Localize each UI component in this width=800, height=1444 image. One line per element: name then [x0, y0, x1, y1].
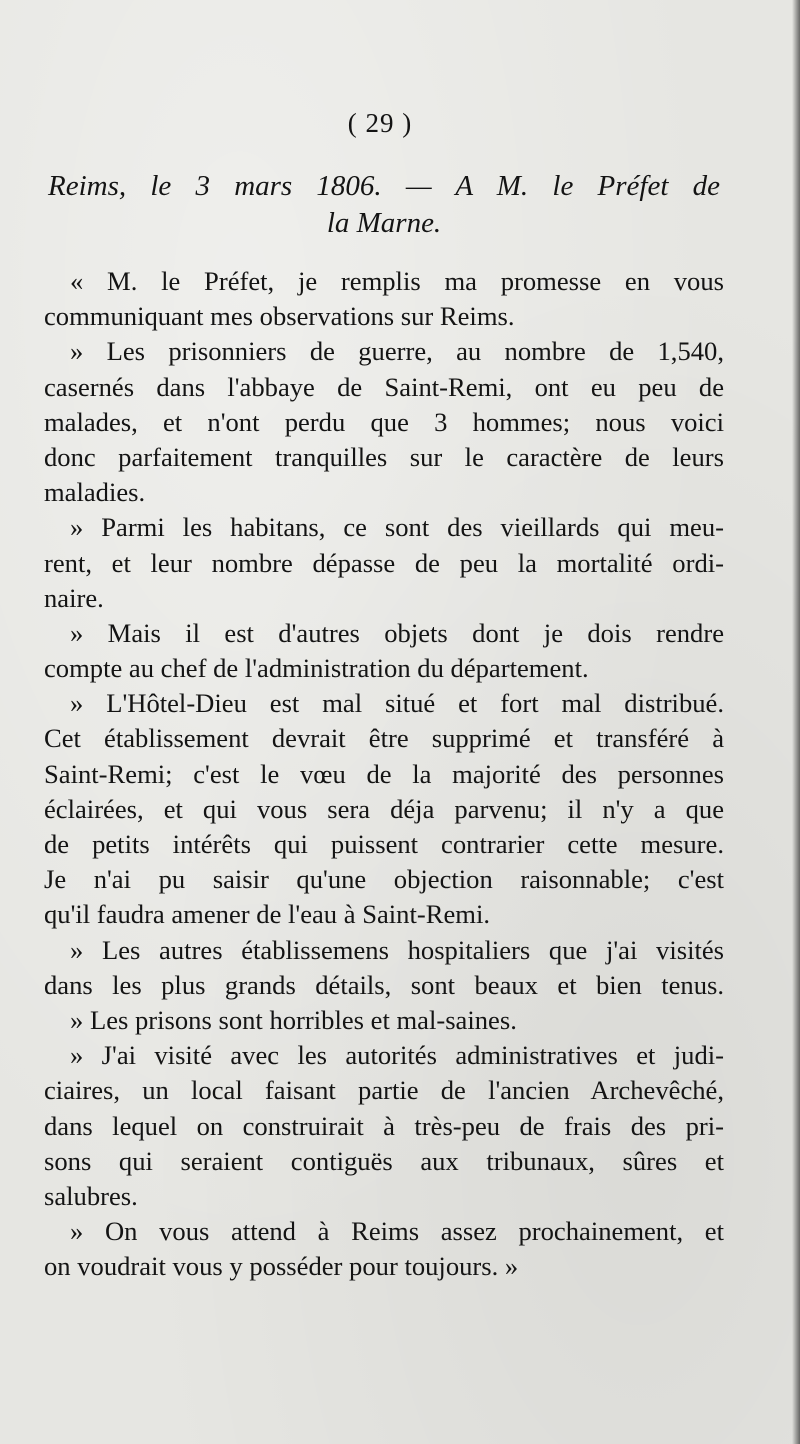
text-line: Saint-Remi; c'est le vœu de la majorité des personnes: [44, 758, 724, 789]
text-line: compte au chef de l'administration du département.: [44, 653, 589, 684]
text-line: Je n'ai pu saisir qu'une objection raisonnable; c'est: [44, 864, 724, 895]
text-line: donc parfaitement tranquilles sur le caractère de leurs: [44, 441, 724, 472]
text-line: » Mais il est d'autres objets dont je dois rendre: [70, 617, 724, 648]
text-line: » Les autres établissemens hospitaliers que j'ai visités: [70, 934, 724, 965]
text-line: » Les prisonniers de guerre, au nombre de 1,540,: [70, 336, 724, 367]
text-line: éclairées, et qui vous sera déja parvenu; il n'y a que: [44, 793, 724, 824]
text-line: ciaires, un local faisant partie de l'ancien Archevêché,: [44, 1075, 724, 1106]
heading-line-1: Reims, le 3 mars 1806. — A M. le Préfet de: [48, 170, 720, 202]
heading-line-2: la Marne.: [326, 207, 442, 239]
text-line: sons qui seraient contiguës aux tribunaux, sûres et: [44, 1145, 724, 1176]
text-line: dans lequel on construirait à très-peu de frais des pri-: [44, 1110, 724, 1141]
letter-heading: [48, 168, 720, 242]
text-line: naire.: [44, 582, 104, 613]
text-line: » J'ai visité avec les autorités administratives et judi-: [70, 1040, 724, 1071]
text-line: salubres.: [44, 1180, 138, 1211]
text-line: on voudrait vous y posséder pour toujours. »: [44, 1251, 519, 1282]
text-line: » On vous attend à Reims assez prochainement, et: [70, 1216, 724, 1247]
text-line: qu'il faudra amener de l'eau à Saint-Remi.: [44, 899, 490, 930]
text-line: » Parmi les habitans, ce sont des vieillards qui meu-: [70, 512, 724, 543]
text-line: « M. le Préfet, je remplis ma promesse en vous: [70, 266, 724, 296]
text-line: rent, et leur nombre dépasse de peu la mortalité ordi-: [44, 547, 724, 578]
text-line: malades, et n'ont perdu que 3 hommes; nous voici: [44, 406, 724, 437]
text-line: Cet établissement devrait être supprimé et transféré à: [44, 723, 724, 754]
text-line: maladies.: [44, 477, 146, 508]
text-line: » L'Hôtel-Dieu est mal situé et fort mal distribué.: [70, 688, 724, 719]
text-line: casernés dans l'abbaye de Saint-Remi, ont eu peu de: [44, 371, 724, 402]
text-line: dans les plus grands détails, sont beaux et bien tenus.: [44, 969, 724, 1000]
text-line: » Les prisons sont horribles et mal-saines.: [70, 1004, 517, 1035]
letter-body: [44, 264, 724, 1284]
text-line: de petits intérêts qui puissent contrarier cette mesure.: [44, 829, 724, 859]
text-line: communiquant mes observations sur Reims.: [44, 301, 515, 332]
page-number: ( 29 ): [347, 108, 413, 138]
